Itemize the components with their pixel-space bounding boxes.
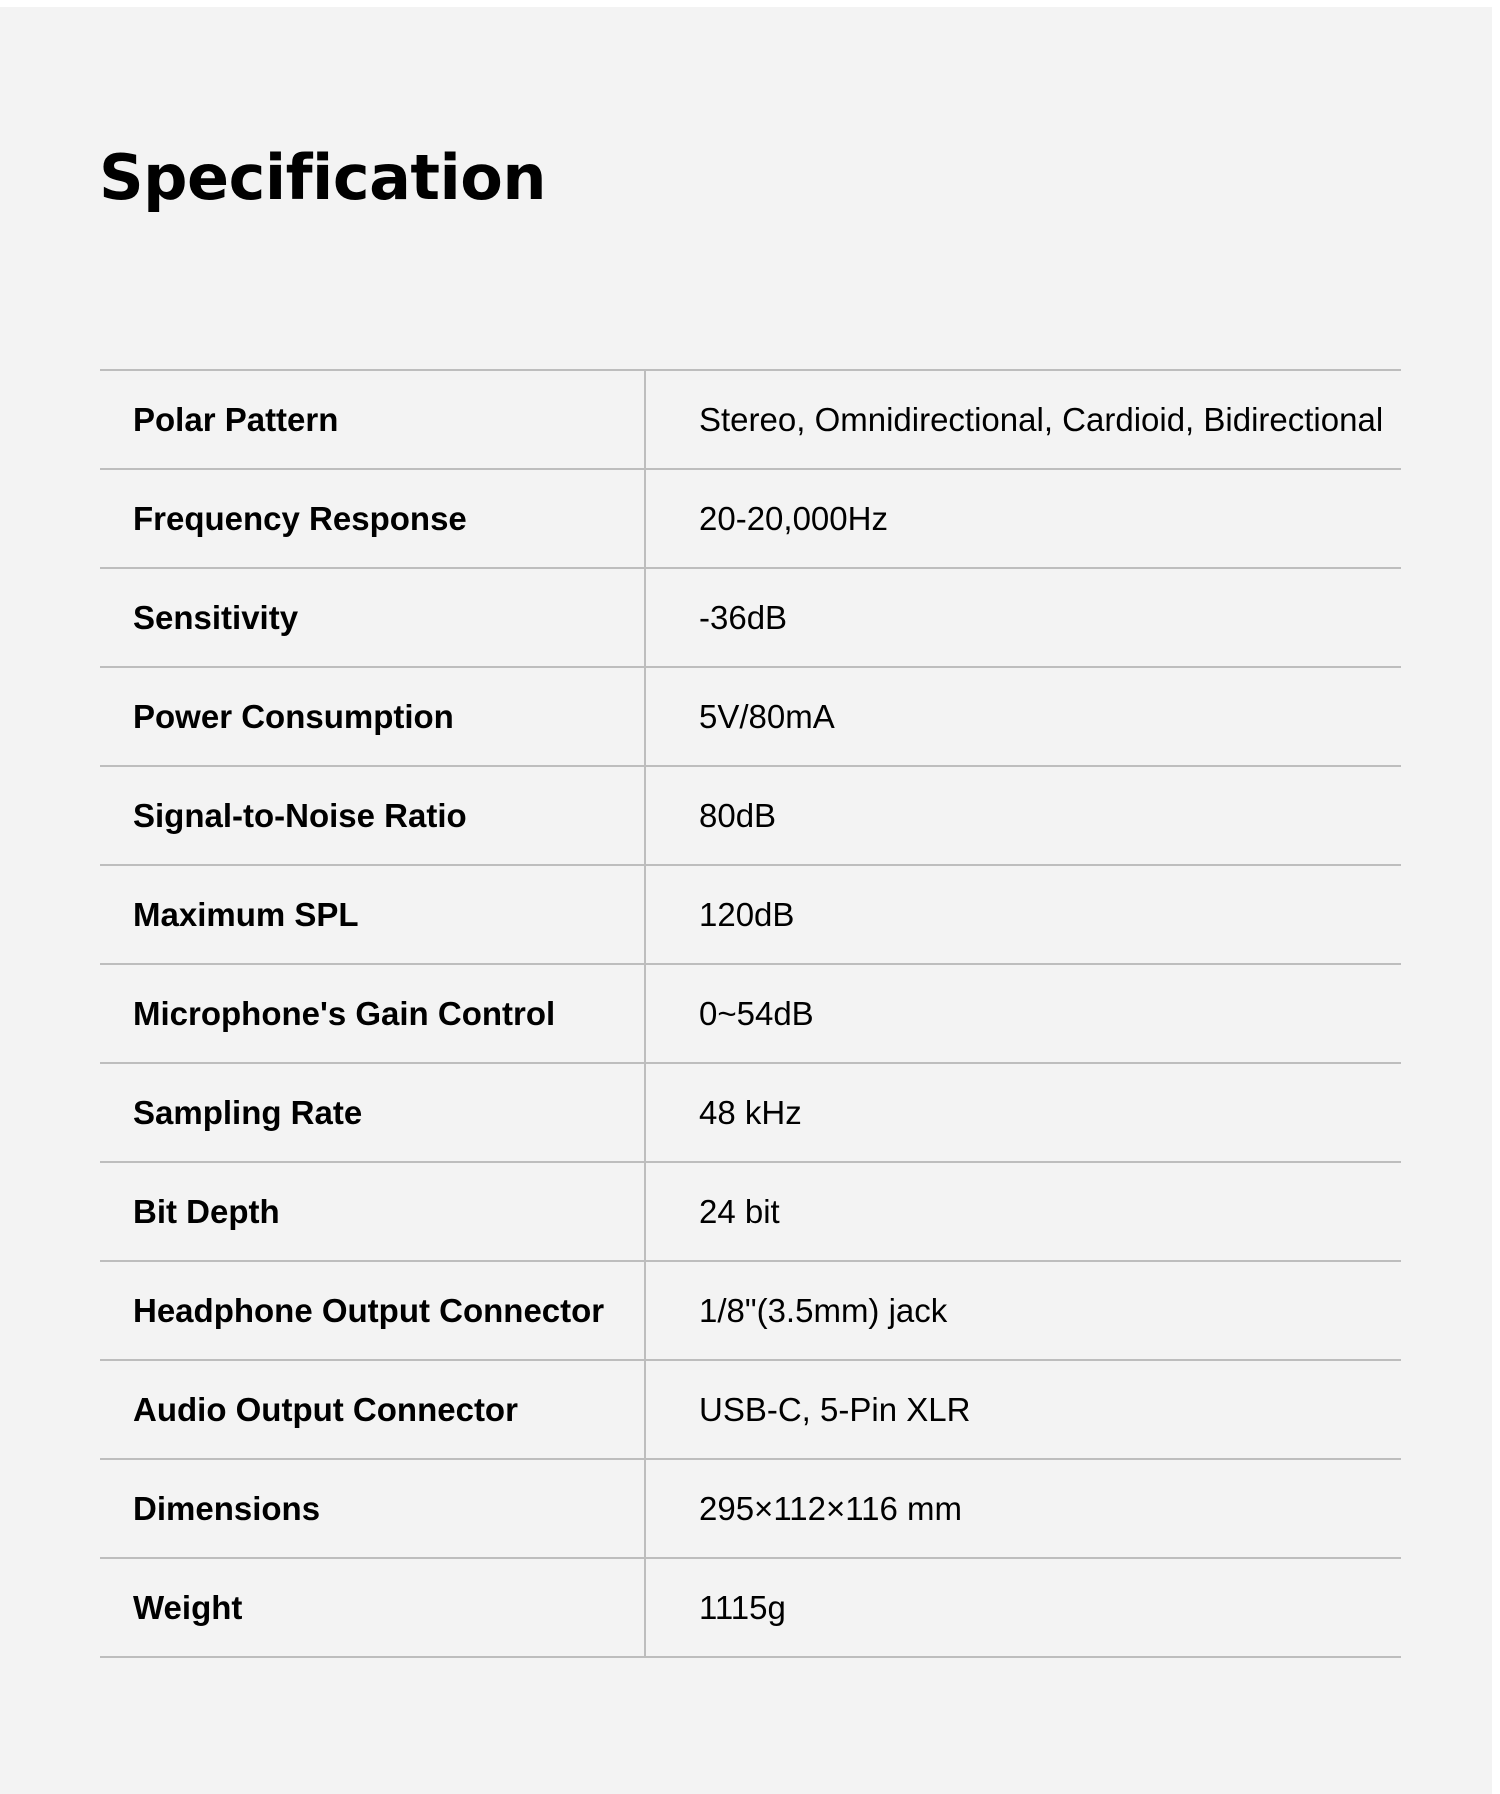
table-row: [100, 865, 1401, 964]
spec-label: Dimensions: [100, 1459, 645, 1558]
spec-label: Audio Output Connector: [100, 1360, 645, 1459]
spec-label: Maximum SPL: [100, 865, 645, 964]
table-row: [100, 1063, 1401, 1162]
spec-value: 24 bit: [699, 1192, 780, 1230]
spec-value: 80dB: [699, 796, 777, 834]
spec-table: [100, 369, 1401, 1658]
spec-label: Sensitivity: [100, 568, 645, 667]
spec-label: Sampling Rate: [100, 1063, 645, 1162]
spec-label: Bit Depth: [100, 1162, 645, 1261]
table-row: [100, 1261, 1401, 1360]
spec-value: Stereo, Omnidirectional, Cardioid, Bidirectional: [699, 400, 1384, 438]
table-row: [100, 1162, 1401, 1261]
table-row: [100, 964, 1401, 1063]
spec-value: 48 kHz: [699, 1093, 802, 1131]
spec-label: Microphone's Gain Control: [100, 964, 645, 1063]
spec-value: -36dB: [699, 598, 788, 636]
table-row: [100, 1360, 1401, 1459]
spec-value: 120dB: [699, 895, 795, 933]
table-row: [100, 370, 1401, 469]
spec-panel: [0, 7, 1492, 1794]
table-row: [100, 667, 1401, 766]
spec-label: Headphone Output Connector: [100, 1261, 645, 1360]
table-row: [100, 469, 1401, 568]
table-row: [100, 1459, 1401, 1558]
table-row: [100, 1558, 1401, 1657]
spec-value: USB-C, 5-Pin XLR: [699, 1390, 971, 1428]
spec-value: 20-20,000Hz: [699, 499, 888, 537]
spec-value: 295×112×116 mm: [699, 1489, 962, 1527]
spec-label: Signal-to-Noise Ratio: [100, 766, 645, 865]
table-row: [100, 766, 1401, 865]
table-row: [100, 568, 1401, 667]
spec-label: Polar Pattern: [100, 370, 645, 469]
page-title: Specification: [99, 141, 547, 214]
spec-value: 5V/80mA: [699, 697, 835, 735]
spec-label: Weight: [100, 1558, 645, 1657]
spec-label: Frequency Response: [100, 469, 645, 568]
spec-value: 0~54dB: [699, 994, 814, 1032]
spec-value: 1115g: [699, 1588, 786, 1626]
spec-label: Power Consumption: [100, 667, 645, 766]
spec-value: 1/8"(3.5mm) jack: [699, 1291, 948, 1329]
